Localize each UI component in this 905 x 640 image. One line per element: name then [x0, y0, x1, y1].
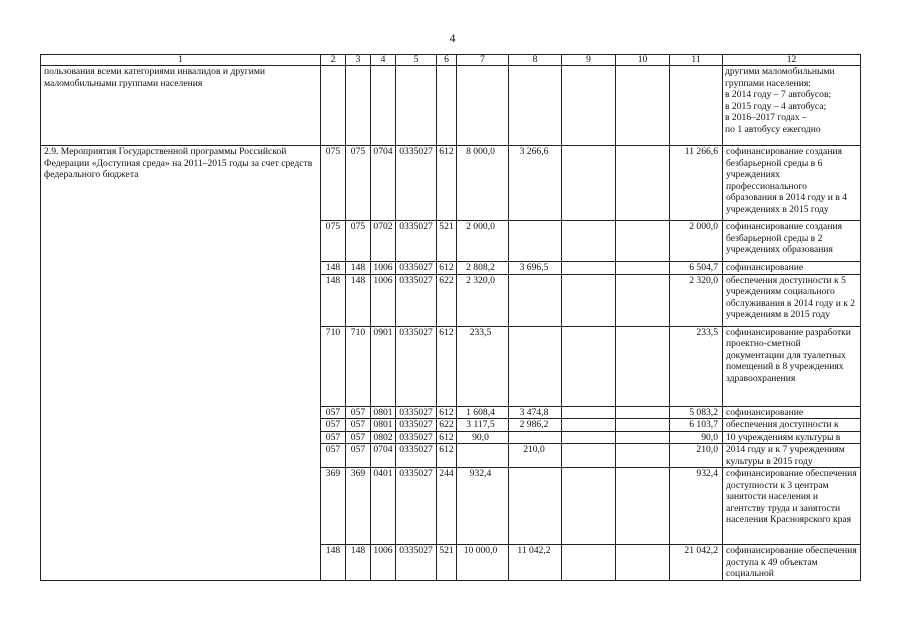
- cell-total: 2 320,0: [670, 274, 723, 326]
- measure-name-cell: пользования всеми категориями инвалидов и другими маломобильными группами населения: [41, 66, 321, 146]
- cell-2014: [457, 444, 509, 468]
- cell-2015: 2 986,2: [509, 419, 562, 432]
- cell-admin-code: 369: [321, 468, 346, 545]
- cell-expense-type: 622: [437, 274, 457, 326]
- header-row: [41, 55, 861, 66]
- cell-2015: 11 042,2: [509, 545, 562, 581]
- cell-admin-code: 057: [321, 419, 346, 432]
- cell-2017: [616, 468, 670, 545]
- cell-expense-type: 612: [437, 146, 457, 221]
- cell-section-code: 0401: [371, 468, 396, 545]
- cell-2014: 233,5: [457, 326, 509, 406]
- cell-2016: [562, 419, 616, 432]
- cell-result: софинансирование создания безбарьерной среды в 6 учреждениях профессионального образования в 2014 году и в 4 учреждениях в 2015 году: [723, 146, 861, 221]
- cell-2017: [616, 431, 670, 444]
- cell-2016: [562, 274, 616, 326]
- cell-section-code: 0702: [371, 221, 396, 262]
- cell-total: 6 103,7: [670, 419, 723, 432]
- cell-section-code: 0801: [371, 419, 396, 432]
- cell-2015: 210,0: [509, 444, 562, 468]
- cell-expense-type: 612: [437, 262, 457, 275]
- cell-2017: [616, 262, 670, 275]
- cell-2016: [562, 326, 616, 406]
- cell-admin-code: 148: [321, 262, 346, 275]
- cell-budget-code: 057: [346, 444, 371, 468]
- header-cell: 3: [346, 55, 371, 66]
- cell-result: 10 учреждениям культуры в: [723, 431, 861, 444]
- cell-section-code: 0901: [371, 326, 396, 406]
- cell-expense-type: 521: [437, 221, 457, 262]
- cell-budget-code: 057: [346, 419, 371, 432]
- header-cell: 6: [437, 55, 457, 66]
- cell-2014: 8 000,0: [457, 146, 509, 221]
- cell-2014: 1 608,4: [457, 406, 509, 419]
- cell-2016: [562, 468, 616, 545]
- cell-section-code: 0802: [371, 431, 396, 444]
- cell-admin-code: 075: [321, 221, 346, 262]
- cell-2014: 90,0: [457, 431, 509, 444]
- cell-2017: [616, 545, 670, 581]
- cell-2015: 3 696,5: [509, 262, 562, 275]
- cell-target-code: 0335027: [396, 545, 437, 581]
- cell-total: 5 083,2: [670, 406, 723, 419]
- cell-section-code: 1006: [371, 262, 396, 275]
- header-cell: 4: [371, 55, 396, 66]
- cell-2016: [562, 444, 616, 468]
- cell-target-code: 0335027: [396, 406, 437, 419]
- cell-admin-code: 148: [321, 545, 346, 581]
- table-row-continued: [41, 66, 861, 146]
- cell-result: обеспечения доступности к: [723, 419, 861, 432]
- cell-2014: 2 000,0: [457, 221, 509, 262]
- cell-target-code: 0335027: [396, 444, 437, 468]
- cell-section-code: 0704: [371, 146, 396, 221]
- cell-target-code: 0335027: [396, 146, 437, 221]
- cell-2014: 10 000,0: [457, 545, 509, 581]
- cell-expense-type: 612: [437, 406, 457, 419]
- cell-budget-code: 148: [346, 545, 371, 581]
- cell-result: обеспечения доступности к 5 учреждениям социального обслуживания в 2014 году и к 2 учреждениям в 2015 году: [723, 274, 861, 326]
- cell-target-code: 0335027: [396, 468, 437, 545]
- cell-total: 2 000,0: [670, 221, 723, 262]
- cell-2014: 2 320,0: [457, 274, 509, 326]
- cell-2015: [509, 431, 562, 444]
- cell-target-code: 0335027: [396, 262, 437, 275]
- cell-total: 6 504,7: [670, 262, 723, 275]
- cell-target-code: 0335027: [396, 326, 437, 406]
- cell-budget-code: 075: [346, 146, 371, 221]
- cell-2016: [562, 545, 616, 581]
- cell-2017: [616, 274, 670, 326]
- cell-2014: 2 808,2: [457, 262, 509, 275]
- header-cell: 1: [41, 55, 321, 66]
- cell-2015: [509, 468, 562, 545]
- cell-2015: [509, 274, 562, 326]
- result-description-cell: другими маломобильными группами населения: в 2014 году – 7 автобусов; в 2015 году – 4 автобуса; в 2016–2017 годах – по 1 автобусу ежегодно: [723, 66, 861, 146]
- header-cell: 12: [723, 55, 861, 66]
- cell-2015: 3 266,6: [509, 146, 562, 221]
- cell-expense-type: 622: [437, 419, 457, 432]
- cell-result: софинансирование обеспечения доступности к 3 центрам занятости населения и агентству труда и занятости населения Красноярского края: [723, 468, 861, 545]
- cell-result: софинансирование разработки проектно-сметной документации для туалетных помещений в 8 учреждениях здравоохранения: [723, 326, 861, 406]
- cell-2017: [616, 444, 670, 468]
- cell-budget-code: 369: [346, 468, 371, 545]
- cell-2017: [616, 326, 670, 406]
- cell-target-code: 0335027: [396, 419, 437, 432]
- header-cell: 10: [616, 55, 670, 66]
- cell-result: софинансирование обеспечения доступа к 49 объектам социальной: [723, 545, 861, 581]
- cell-admin-code: 057: [321, 406, 346, 419]
- cell-expense-type: 244: [437, 468, 457, 545]
- cell-section-code: 1006: [371, 274, 396, 326]
- cell-budget-code: 710: [346, 326, 371, 406]
- cell-budget-code: 075: [346, 221, 371, 262]
- header-cell: 11: [670, 55, 723, 66]
- cell-result: софинансирование создания безбарьерной среды в 2 учреждениях образования: [723, 221, 861, 262]
- cell-2014: 3 117,5: [457, 419, 509, 432]
- cell-section-code: 1006: [371, 545, 396, 581]
- cell-expense-type: 521: [437, 545, 457, 581]
- cell-result: 2014 году и к 7 учреждениям культуры в 2015 году: [723, 444, 861, 468]
- cell-result: софинансирование: [723, 406, 861, 419]
- section-title-cell: 2.9. Мероприятия Государственной программы Российской Федерации «Доступная среда» на 2011–2015 годы за счет средств федерального бюджета: [41, 146, 321, 581]
- cell-target-code: 0335027: [396, 221, 437, 262]
- cell-2015: [509, 326, 562, 406]
- cell-total: 233,5: [670, 326, 723, 406]
- cell-total: 90,0: [670, 431, 723, 444]
- cell-2017: [616, 419, 670, 432]
- cell-2016: [562, 262, 616, 275]
- cell-budget-code: 057: [346, 406, 371, 419]
- cell-admin-code: 710: [321, 326, 346, 406]
- cell-budget-code: 148: [346, 262, 371, 275]
- cell-2016: [562, 146, 616, 221]
- cell-total: 21 042,2: [670, 545, 723, 581]
- header-cell: 7: [457, 55, 509, 66]
- cell-expense-type: 612: [437, 444, 457, 468]
- header-cell: 5: [396, 55, 437, 66]
- header-cell: 2: [321, 55, 346, 66]
- cell-total: 210,0: [670, 444, 723, 468]
- cell-2016: [562, 221, 616, 262]
- cell-expense-type: 612: [437, 431, 457, 444]
- cell-section-code: 0801: [371, 406, 396, 419]
- cell-budget-code: 148: [346, 274, 371, 326]
- header-cell: 9: [562, 55, 616, 66]
- cell-section-code: 0704: [371, 444, 396, 468]
- cell-2015: [509, 221, 562, 262]
- cell-total: 932,4: [670, 468, 723, 545]
- page-number: 4: [449, 31, 456, 45]
- cell-target-code: 0335027: [396, 274, 437, 326]
- cell-admin-code: 057: [321, 431, 346, 444]
- cell-2015: 3 474,8: [509, 406, 562, 419]
- cell-admin-code: 057: [321, 444, 346, 468]
- cell-2017: [616, 221, 670, 262]
- cell-total: 11 266,6: [670, 146, 723, 221]
- cell-result: софинансирование: [723, 262, 861, 275]
- cell-target-code: 0335027: [396, 431, 437, 444]
- cell-admin-code: 075: [321, 146, 346, 221]
- cell-2017: [616, 146, 670, 221]
- cell-2014: 932,4: [457, 468, 509, 545]
- cell-2017: [616, 406, 670, 419]
- header-cell: 8: [509, 55, 562, 66]
- table-row: [41, 146, 861, 221]
- cell-2016: [562, 431, 616, 444]
- budget-table: [40, 54, 861, 581]
- cell-2016: [562, 406, 616, 419]
- cell-expense-type: 612: [437, 326, 457, 406]
- cell-budget-code: 057: [346, 431, 371, 444]
- cell-admin-code: 148: [321, 274, 346, 326]
